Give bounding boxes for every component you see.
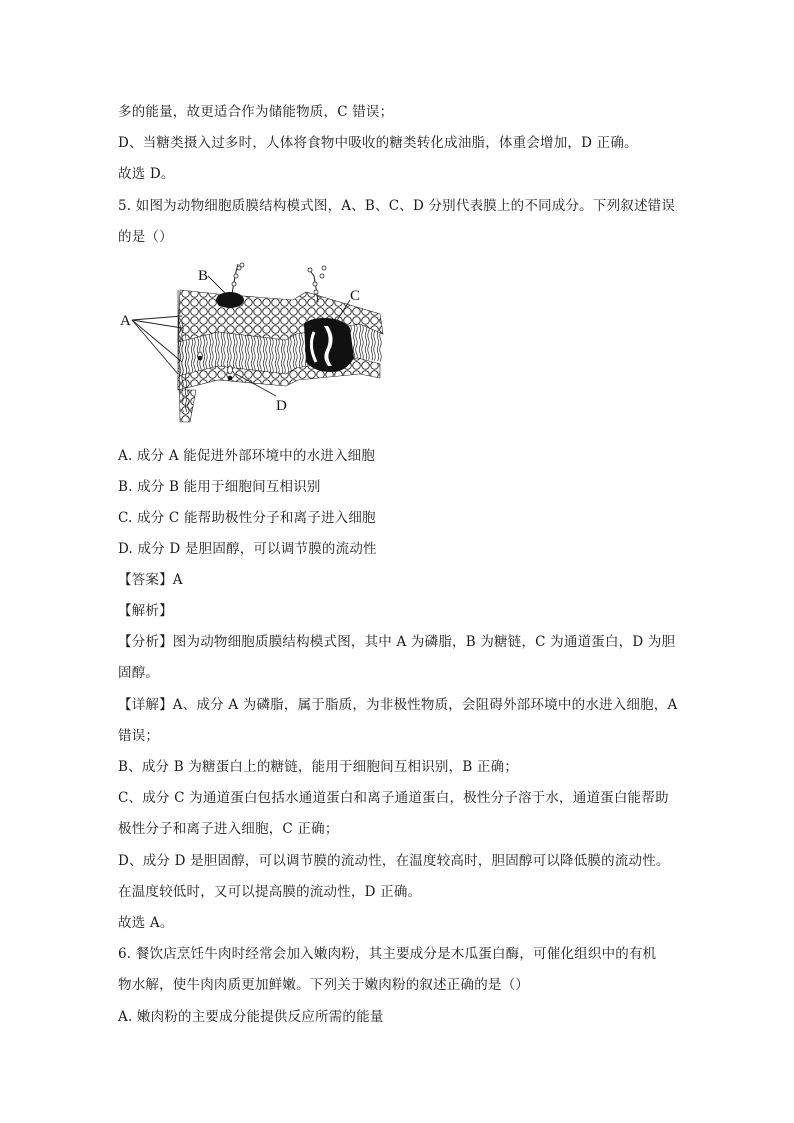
question-6-stem-cont: 物水解，使牛肉肉质更加鲜嫩。下列关于嫩肉粉的叙述正确的是（） [118, 977, 529, 993]
option-a: A. 成分 A 能促进外部环境中的水进入细胞 [118, 448, 376, 464]
detail-text-c-cont: 极性分子和离子进入细胞，C 正确； [118, 821, 339, 837]
label-d: D [276, 398, 287, 414]
analysis-text-cont: 固醇。 [118, 665, 160, 681]
question-5-stem-cont: 的是（） [118, 229, 173, 245]
analysis-text: 【分析】图为动物细胞质膜结构模式图，其中 A 为磷脂，B 为糖链，C 为通道蛋白，D 为胆 [118, 634, 676, 650]
cell-membrane-diagram [118, 262, 398, 432]
label-b: B [198, 268, 209, 284]
label-c: C [350, 288, 361, 304]
question-5-stem: 5. 如图为动物细胞质膜结构模式图，A、B、C、D 分别代表膜上的不同成分。下列叙述错误 [118, 198, 676, 214]
detail-text-b: B、成分 B 为糖蛋白上的糖链，能用于细胞间互相识别，B 正确； [118, 759, 519, 775]
question-6-stem: 6. 餐饮店烹饪牛肉时经常会加入嫩肉粉，其主要成分是木瓜蛋白酶，可催化组织中的有机 [118, 946, 657, 962]
answer-line: 【答案】A [118, 572, 183, 588]
text-line: 多的能量，故更适合作为储能物质，C 错误； [118, 104, 394, 120]
cholesterol-d [228, 366, 233, 374]
option-b: B. 成分 B 能用于细胞间互相识别 [118, 479, 321, 495]
option-d: D. 成分 D 是胆固醇，可以调节膜的流动性 [118, 541, 377, 557]
text-line: 故选 D。 [118, 166, 175, 182]
question-6-option-a: A. 嫩肉粉的主要成分能提供反应所需的能量 [118, 1009, 384, 1025]
detail-text-d-cont: 在温度较低时，又可以提高膜的流动性，D 正确。 [118, 884, 422, 900]
option-c: C. 成分 C 能帮助极性分子和离子进入细胞 [118, 510, 376, 526]
detail-text-d: D、成分 D 是胆固醇，可以调节膜的流动性，在温度较高时，胆固醇可以降低膜的流动性。 [118, 853, 670, 869]
detail-text-c: C、成分 C 为通道蛋白包括水通道蛋白和离子通道蛋白，极性分子溶于水，通道蛋白能帮助 [118, 790, 669, 806]
detail-text-cont: 错误； [118, 728, 160, 744]
label-a: A [120, 313, 131, 329]
detail-text: 【详解】A、成分 A 为磷脂，属于脂质，为非极性物质，会阻碍外部环境中的水进入细胞，A [118, 697, 678, 713]
text-line: D、当糖类摄入过多时，人体将食物中吸收的糖类转化成油脂，体重会增加，D 正确。 [118, 135, 638, 151]
choice-line: 故选 A。 [118, 915, 174, 931]
analysis-heading: 【解析】 [118, 603, 173, 619]
glycoprotein-b [216, 292, 244, 308]
